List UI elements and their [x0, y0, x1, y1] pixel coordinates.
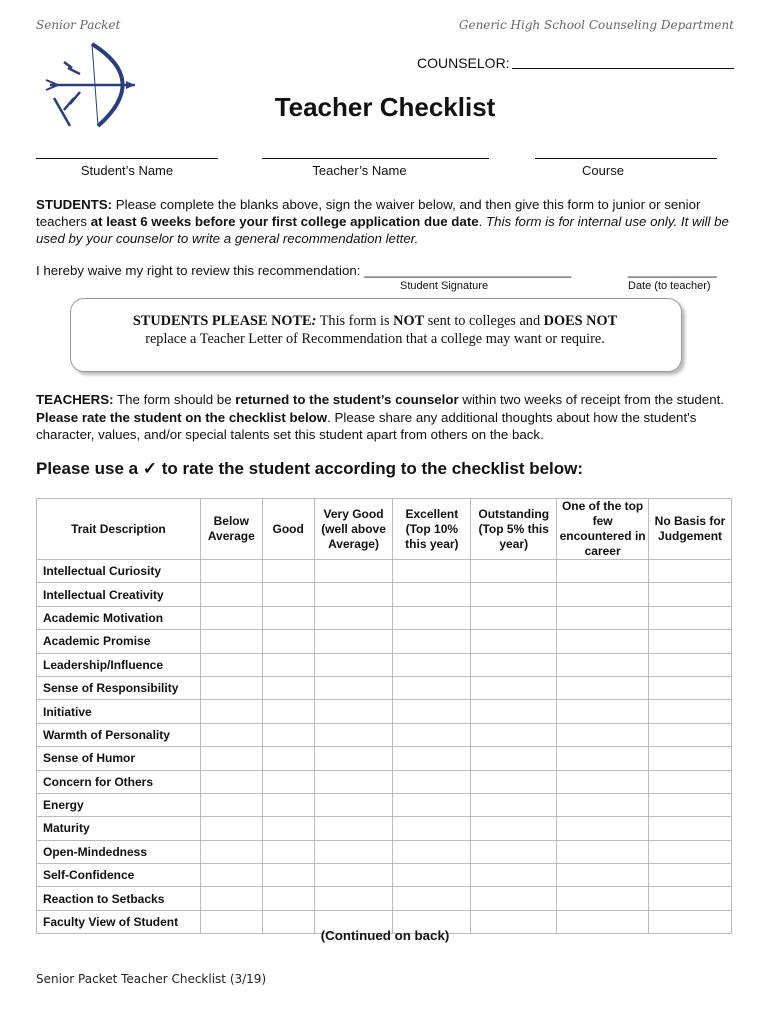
rating-cell[interactable]	[393, 793, 471, 816]
rating-cell[interactable]	[557, 560, 649, 583]
rating-cell[interactable]	[262, 864, 314, 887]
student-name-field[interactable]	[36, 158, 218, 159]
table-row	[37, 793, 732, 816]
trait-label: Warmth of Personality	[37, 723, 201, 746]
rating-cell[interactable]	[393, 583, 471, 606]
rating-cell[interactable]	[314, 887, 393, 910]
rating-cell[interactable]	[200, 700, 262, 723]
rating-cell[interactable]	[393, 606, 471, 629]
rating-cell[interactable]	[471, 583, 557, 606]
teacher-name-label: Teacher’s Name	[312, 163, 407, 178]
rating-cell[interactable]	[471, 770, 557, 793]
table-row	[37, 630, 732, 653]
rating-cell[interactable]	[314, 606, 393, 629]
trait-label: Concern for Others	[37, 770, 201, 793]
rating-cell[interactable]	[557, 864, 649, 887]
rating-cell[interactable]	[393, 747, 471, 770]
rating-cell[interactable]	[471, 653, 557, 676]
table-header-row	[37, 499, 732, 560]
rating-cell[interactable]	[557, 887, 649, 910]
table-row	[37, 887, 732, 910]
rating-cell[interactable]	[649, 723, 732, 746]
table-row	[37, 583, 732, 606]
rating-cell[interactable]	[557, 606, 649, 629]
table-row	[37, 606, 732, 629]
rating-cell[interactable]	[557, 723, 649, 746]
rating-cell[interactable]	[393, 700, 471, 723]
rating-cell[interactable]	[314, 793, 393, 816]
rating-cell[interactable]	[314, 864, 393, 887]
counselor-field[interactable]	[512, 68, 734, 69]
rating-cell[interactable]	[471, 840, 557, 863]
counselor-label: COUNSELOR:	[417, 55, 510, 71]
rating-cell[interactable]	[314, 560, 393, 583]
rating-cell[interactable]	[393, 770, 471, 793]
column-header: Outstanding (Top 5% this year)	[471, 499, 557, 560]
rating-cell[interactable]	[314, 700, 393, 723]
rating-cell[interactable]	[557, 817, 649, 840]
rating-cell[interactable]	[262, 700, 314, 723]
rating-cell[interactable]	[314, 653, 393, 676]
rating-cell[interactable]	[262, 653, 314, 676]
rating-cell[interactable]	[471, 560, 557, 583]
rating-cell[interactable]	[471, 630, 557, 653]
rating-cell[interactable]	[262, 747, 314, 770]
rating-cell[interactable]	[200, 770, 262, 793]
table-row	[37, 560, 732, 583]
rating-cell[interactable]	[557, 840, 649, 863]
trait-label: Academic Motivation	[37, 606, 201, 629]
rating-cell[interactable]	[200, 840, 262, 863]
rating-cell[interactable]	[557, 700, 649, 723]
column-header: Very Good (well above Average)	[314, 499, 393, 560]
rating-cell[interactable]	[262, 560, 314, 583]
trait-label: Intellectual Curiosity	[37, 560, 201, 583]
checklist-table	[36, 498, 732, 934]
note-text: STUDENTS PLEASE NOTE: This form is NOT sent to colleges and DOES NOT replace a Teacher Letter of Recommendation that a college may want or require.	[132, 313, 618, 347]
rating-cell[interactable]	[262, 630, 314, 653]
rating-cell[interactable]	[200, 723, 262, 746]
rating-cell[interactable]	[557, 770, 649, 793]
teacher-name-field[interactable]	[262, 158, 489, 159]
trait-label: Energy	[37, 793, 201, 816]
continued-note: (Continued on back)	[320, 928, 450, 943]
rating-cell[interactable]	[262, 723, 314, 746]
column-header: One of the top few encountered in career	[557, 499, 649, 560]
rating-cell[interactable]	[262, 770, 314, 793]
student-signature-label: Student Signature	[400, 280, 489, 292]
rating-cell[interactable]	[649, 676, 732, 699]
course-label: Course	[582, 163, 624, 178]
rating-cell[interactable]	[262, 817, 314, 840]
rating-cell[interactable]	[649, 653, 732, 676]
rate-heading: Please use a ✓ to rate the student according to the checklist below:	[36, 459, 584, 478]
rating-cell[interactable]	[471, 793, 557, 816]
rating-cell[interactable]	[393, 560, 471, 583]
table-row	[37, 864, 732, 887]
rating-cell[interactable]	[557, 793, 649, 816]
rating-cell[interactable]	[649, 793, 732, 816]
rating-cell[interactable]	[649, 583, 732, 606]
table-row	[37, 817, 732, 840]
trait-label: Sense of Humor	[37, 747, 201, 770]
column-header: Excellent (Top 10% this year)	[393, 499, 471, 560]
rating-cell[interactable]	[200, 817, 262, 840]
rating-cell[interactable]	[200, 747, 262, 770]
table-row	[37, 700, 732, 723]
rating-cell[interactable]	[262, 793, 314, 816]
trait-label: Reaction to Setbacks	[37, 887, 201, 910]
waiver-line: I hereby waive my right to review this recommendation: ____________________________ ____________	[36, 263, 717, 278]
teachers-instructions: TEACHERS: The form should be returned to the student’s counselor within two weeks of receipt from the student. Please rate the student on the checklist below. Please share any additional thoughts about how the student's character, values, and/or special talents set this student apart from others on the back.	[36, 392, 724, 442]
rating-cell[interactable]	[649, 770, 732, 793]
trait-label: Leadership/Influence	[37, 653, 201, 676]
trait-label: Academic Promise	[37, 630, 201, 653]
rating-cell[interactable]	[471, 700, 557, 723]
rating-cell[interactable]	[314, 676, 393, 699]
rating-cell[interactable]	[557, 653, 649, 676]
rating-cell[interactable]	[649, 817, 732, 840]
students-instructions: STUDENTS: Please complete the blanks above, sign the waiver below, and then give this form to junior or senior teachers at least 6 weeks before your first college application due date. This form is for internal use only. It will be used by your counselor to write a general recommendation letter.	[36, 197, 729, 246]
rating-cell[interactable]	[557, 676, 649, 699]
rating-cell[interactable]	[471, 887, 557, 910]
date-label: Date (to teacher)	[628, 280, 711, 292]
rating-cell[interactable]	[471, 723, 557, 746]
trait-label: Sense of Responsibility	[37, 676, 201, 699]
rating-cell[interactable]	[314, 770, 393, 793]
rating-cell[interactable]	[262, 606, 314, 629]
rating-cell[interactable]	[314, 747, 393, 770]
header-right: Generic High School Counseling Department	[458, 18, 734, 32]
rating-cell[interactable]	[393, 676, 471, 699]
rating-cell[interactable]	[557, 583, 649, 606]
column-header: Good	[262, 499, 314, 560]
rating-cell[interactable]	[200, 676, 262, 699]
rating-cell[interactable]	[262, 887, 314, 910]
trait-label: Initiative	[37, 700, 201, 723]
rating-cell[interactable]	[649, 700, 732, 723]
rating-cell[interactable]	[200, 606, 262, 629]
table-row	[37, 840, 732, 863]
rating-cell[interactable]	[471, 864, 557, 887]
page-title: Teacher Checklist	[274, 92, 496, 122]
rating-cell[interactable]	[200, 887, 262, 910]
trait-label: Intellectual Creativity	[37, 583, 201, 606]
rating-cell[interactable]	[649, 560, 732, 583]
table-row	[37, 747, 732, 770]
rating-cell[interactable]	[393, 723, 471, 746]
column-header: Below Average	[200, 499, 262, 560]
rating-cell[interactable]	[262, 583, 314, 606]
footer: Senior Packet Teacher Checklist (3/19)	[36, 972, 267, 986]
rating-cell[interactable]	[393, 630, 471, 653]
rating-cell[interactable]	[557, 747, 649, 770]
rating-cell[interactable]	[471, 676, 557, 699]
rating-cell[interactable]	[200, 560, 262, 583]
rating-cell[interactable]	[393, 817, 471, 840]
rating-cell[interactable]	[200, 630, 262, 653]
rating-cell[interactable]	[649, 747, 732, 770]
rating-cell[interactable]	[471, 606, 557, 629]
trait-label: Maturity	[37, 817, 201, 840]
rating-cell[interactable]	[649, 840, 732, 863]
table-row	[37, 723, 732, 746]
course-field[interactable]	[535, 158, 717, 159]
rating-cell[interactable]	[314, 583, 393, 606]
table-row	[37, 676, 732, 699]
trait-label: Open-Mindedness	[37, 840, 201, 863]
rating-cell[interactable]	[649, 606, 732, 629]
rating-cell[interactable]	[393, 864, 471, 887]
rating-cell[interactable]	[393, 653, 471, 676]
rating-cell[interactable]	[393, 887, 471, 910]
trait-label: Self-Confidence	[37, 864, 201, 887]
rating-cell[interactable]	[471, 817, 557, 840]
rating-cell[interactable]	[262, 676, 314, 699]
rating-cell[interactable]	[200, 653, 262, 676]
table-row	[37, 770, 732, 793]
column-header: No Basis for Judgement	[649, 499, 732, 560]
rating-cell[interactable]	[314, 723, 393, 746]
rating-cell[interactable]	[649, 630, 732, 653]
rating-cell[interactable]	[471, 747, 557, 770]
rating-cell[interactable]	[200, 793, 262, 816]
trait-label: Faculty View of Student	[37, 910, 201, 933]
rating-cell[interactable]	[314, 840, 393, 863]
rating-cell[interactable]	[393, 840, 471, 863]
rating-cell[interactable]	[200, 583, 262, 606]
student-name-label: Student’s Name	[80, 163, 174, 178]
rating-cell[interactable]	[314, 817, 393, 840]
rating-cell[interactable]	[557, 630, 649, 653]
table-row	[37, 653, 732, 676]
rating-cell[interactable]	[649, 864, 732, 887]
column-header: Trait Description	[37, 499, 201, 560]
rating-cell[interactable]	[200, 864, 262, 887]
rating-cell[interactable]	[649, 887, 732, 910]
rating-cell[interactable]	[262, 840, 314, 863]
rating-cell[interactable]	[314, 630, 393, 653]
header-left: Senior Packet	[36, 18, 121, 32]
